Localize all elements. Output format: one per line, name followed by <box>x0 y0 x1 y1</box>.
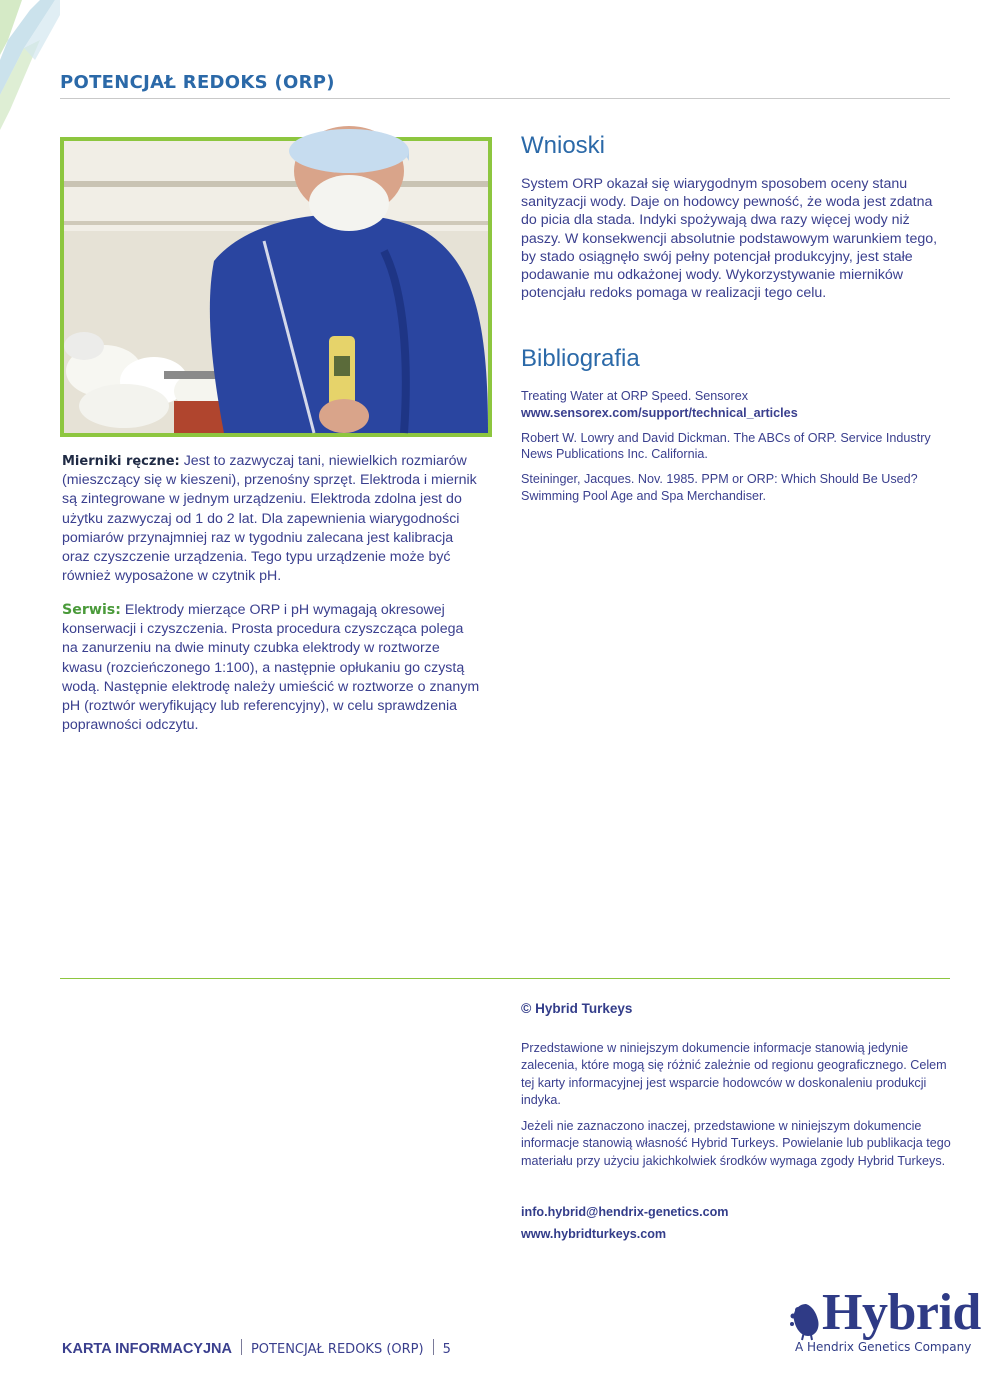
title-divider <box>60 98 950 99</box>
hybrid-logo-wordmark: Hybrid <box>822 1284 981 1341</box>
doc-topic-label: POTENCJAŁ REDOKS (ORP) <box>250 1342 424 1357</box>
copyright-owner: Hybrid Turkeys <box>535 1001 633 1016</box>
turkey-logo-icon <box>788 1300 824 1340</box>
reference-text: Steininger, Jacques. Nov. 1985. PPM or ORP: Which Should Be Used? Swimming Pool Age and Spa Merchandiser. <box>521 472 918 503</box>
footer-divider <box>60 978 950 979</box>
reference-item <box>521 471 946 505</box>
page-title: POTENCJAŁ REDOKS (ORP) <box>60 72 335 93</box>
doc-type-label: KARTA INFORMACYJNA <box>62 1341 232 1357</box>
reference-item <box>521 430 946 464</box>
page-footer-bar <box>62 1339 451 1357</box>
reference-text: Robert W. Lowry and David Dickman. The ABCs of ORP. Service Industry News Publications Inc. California. <box>521 430 931 462</box>
service-label: Serwis: <box>62 602 121 618</box>
page-number: 5 <box>442 1342 451 1357</box>
copyright-line <box>521 1000 632 1016</box>
disclaimer-paragraph: Jeżeli nie zaznaczono inaczej, przedstawione w niniejszym dokumencie informacje stanowią własność Hybrid Turkeys. Powielanie lub publikacja tego materiału przy użyciu jakichkolwiek środków wymaga zgody Hybrid Turkeys. <box>521 1119 951 1168</box>
conclusions-heading: Wnioski <box>521 132 606 159</box>
handheld-meters-paragraph <box>62 452 482 586</box>
disclaimer-paragraph: Przedstawione w niniejszym dokumencie informacje stanowią jedynie zalecenia, które mogą się różnić zależnie od regionu geograficznego. Celem tej karty informacyjnej jest wsparcie hodowców w doskonaleniu produkcji indyka. <box>521 1041 947 1107</box>
hybrid-logo-tagline: A Hendrix Genetics Company <box>795 1340 972 1354</box>
copyright-icon: © <box>521 1000 532 1016</box>
reference-link[interactable]: www.sensorex.com/support/technical_articles <box>521 405 798 420</box>
handheld-meters-text: Jest to zazwyczaj tani, niewielkich rozmiarów (mieszczący się w kieszeni), przenośny sprzęt. Elektroda i miernik są zintegrowane w jednym urządzeniu. Elektroda zdolna jest do użytku zazwyczaj od 1 do 2 lat. Dla zapewnienia wiarygodności pomiarów przynajmniej raz w tygodniu zalecana jest kalibracja oraz czyszczenie urządzenia. Tego typu urządzenie może być również wyposażone w czytnik pH. <box>62 453 477 585</box>
bibliography-heading: Bibliografia <box>521 345 640 372</box>
conclusions-text: System ORP okazał się wiarygodnym sposobem oceny stanu sanityzacji wody. Daje on hodowcy pewność, że woda jest zdatna do picia dla stada. Indyki spożywają dwa razy więcej wody niż paszy. W konsekwencji absolutnie podstawowym warunkiem tego, by stado osiągnęło swój pełny potencjał produkcyjny, jest stałe podawanie mu odkażonej wody. Wykorzystywanie mierników potencjału redoks pomaga w realizacji tego celu. <box>521 176 938 302</box>
photo-worker-with-meter <box>60 137 492 437</box>
service-text: Elektrody mierzące ORP i pH wymagają okresowej konserwacji i czyszczenia. Prosta procedura czyszcząca polega na zanurzeniu na dwie minuty czubka elektrody w roztworze kwasu (rozcieńczonego 1:100), a następnie opłukaniu go czystą wodą. Następnie elektrodę należy umieścić w roztworze o znanym pH (roztwór weryfikujący lub referencyjny), w celu sprawdzenia poprawności odczytu. <box>62 602 480 734</box>
footer-separator <box>433 1339 434 1355</box>
corner-decoration <box>0 0 60 160</box>
bibliography-list <box>521 388 946 513</box>
disclaimer-block <box>521 1040 951 1179</box>
service-paragraph <box>62 601 482 735</box>
website-link[interactable]: www.hybridturkeys.com <box>521 1226 667 1241</box>
reference-item <box>521 388 946 422</box>
contact-block <box>521 1202 729 1245</box>
handheld-meters-label: Mierniki ręczne: <box>62 454 180 469</box>
footer-separator <box>241 1339 242 1355</box>
contact-email-link[interactable]: info.hybrid@hendrix-genetics.com <box>521 1205 729 1219</box>
reference-text: Treating Water at ORP Speed. Sensorex <box>521 389 749 403</box>
